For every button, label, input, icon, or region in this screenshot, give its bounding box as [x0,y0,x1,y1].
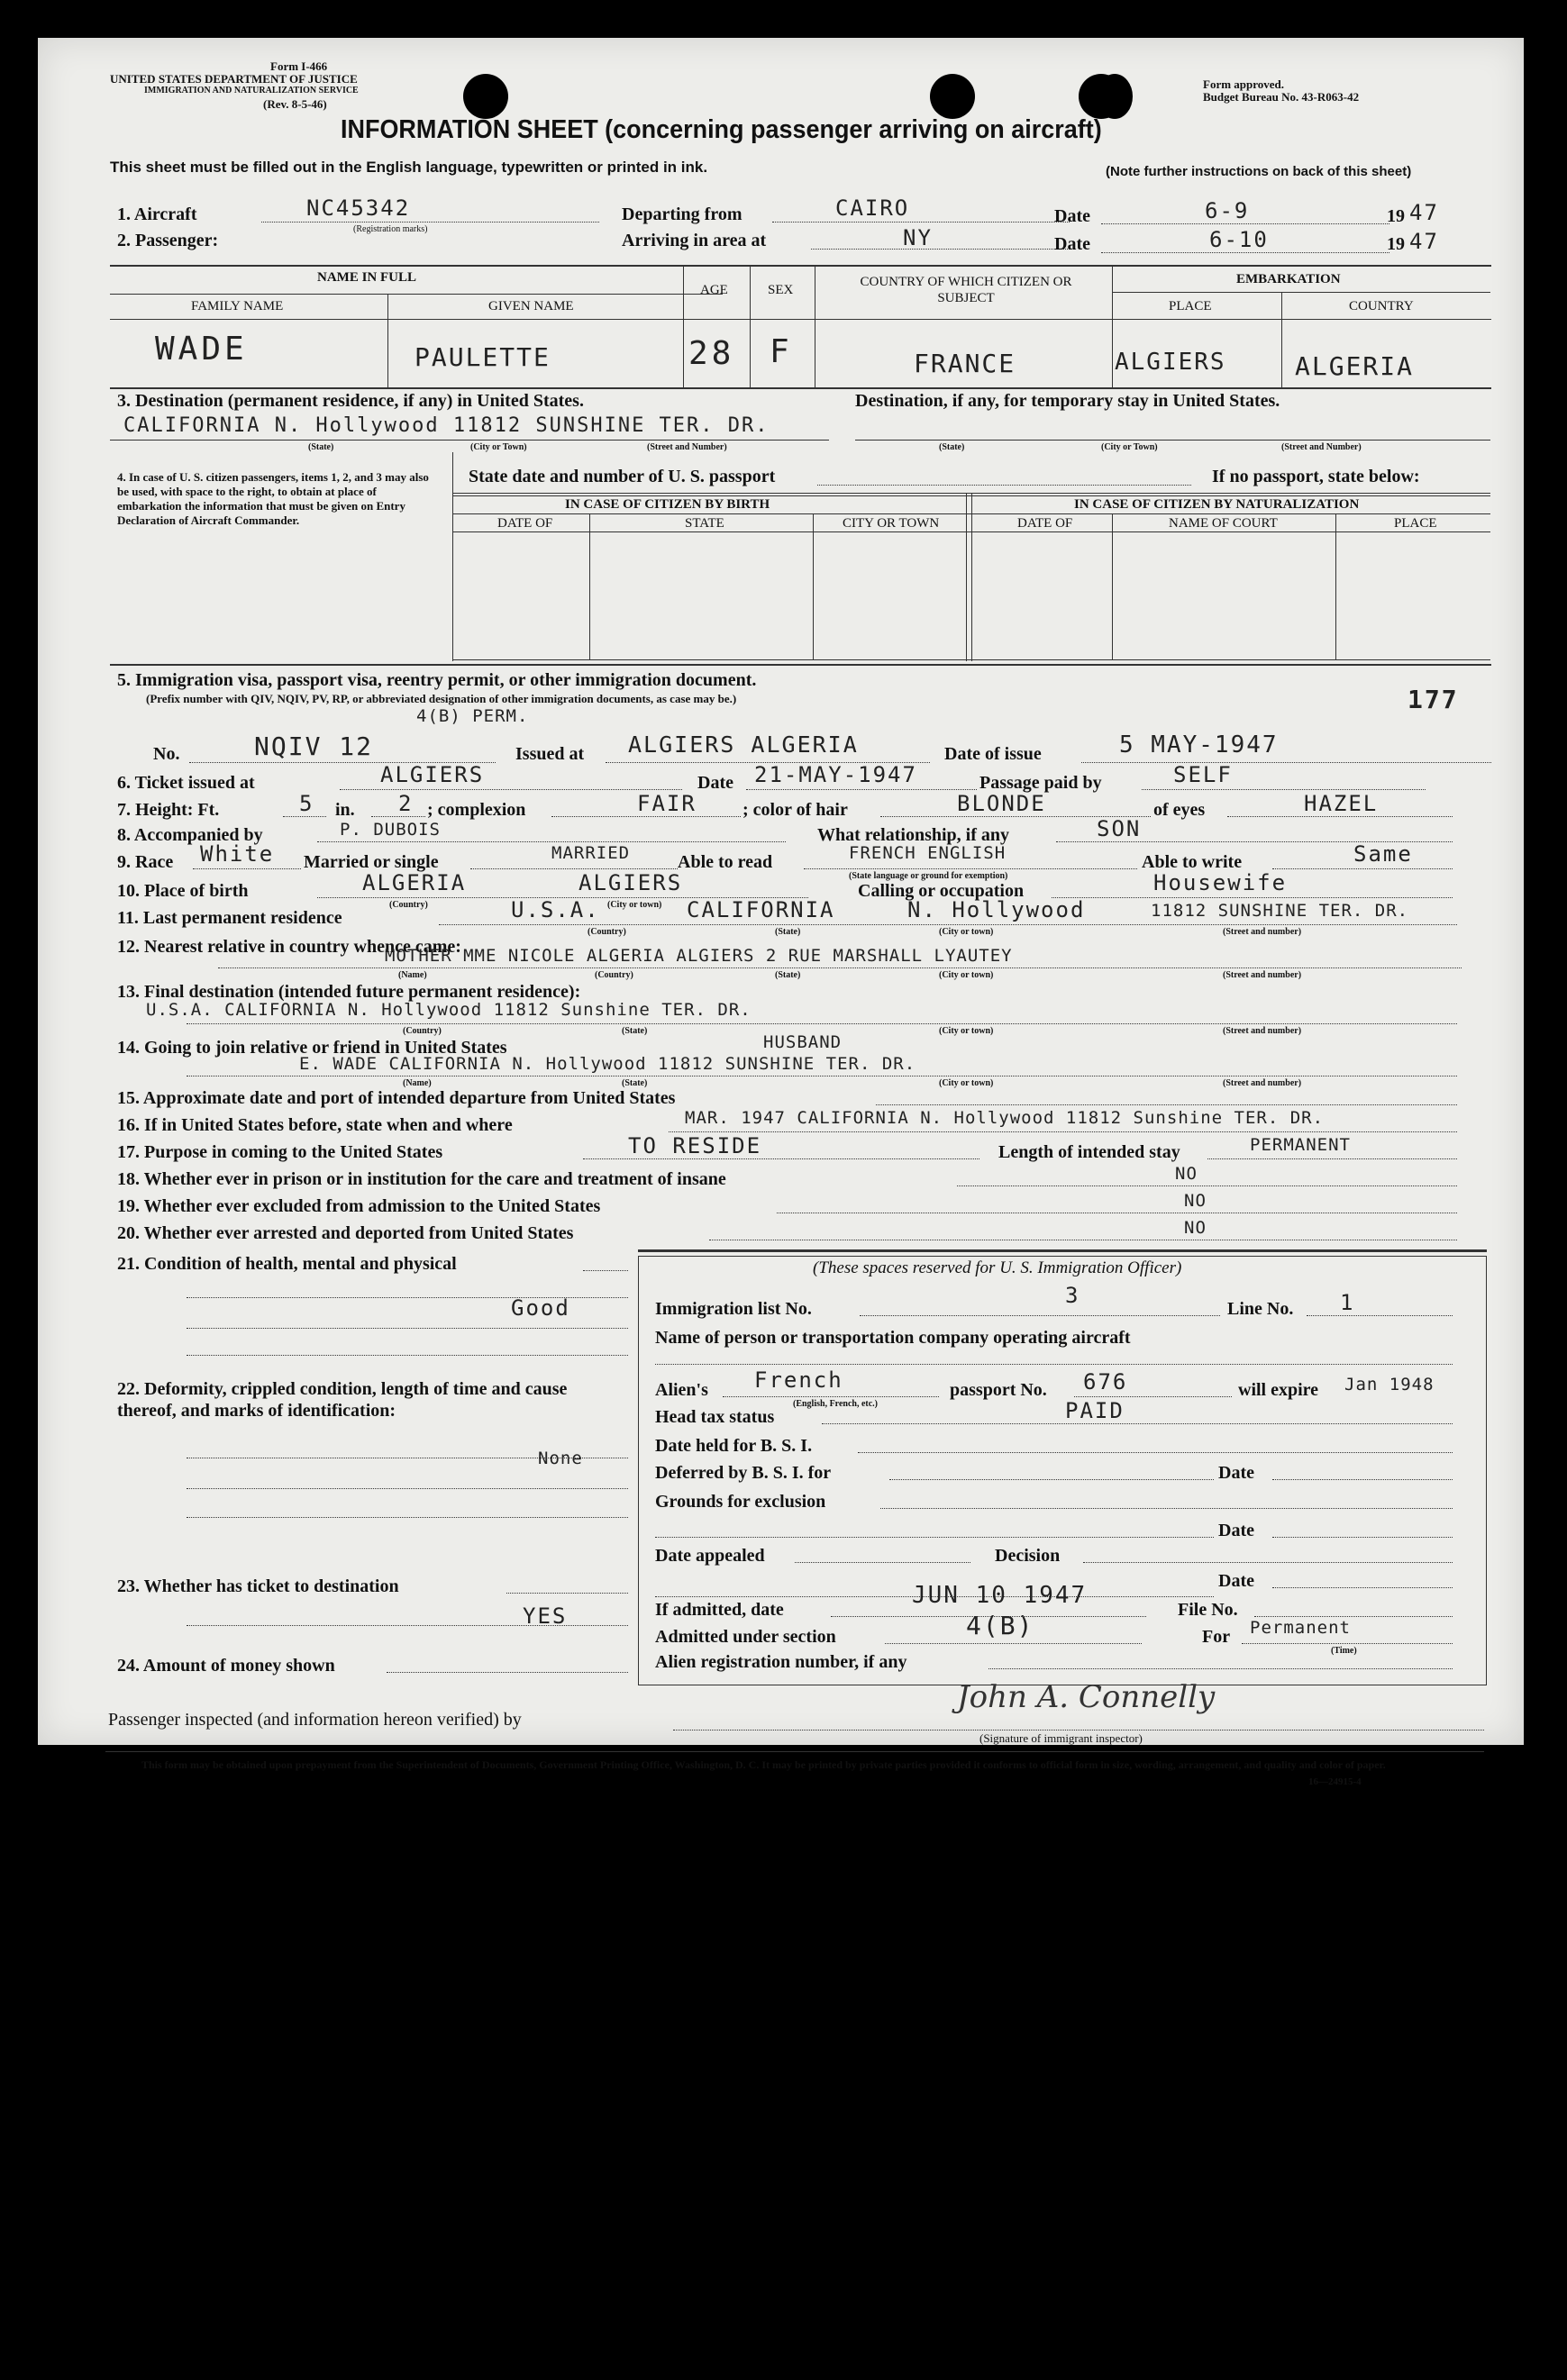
date2-label: Date [1054,234,1090,254]
destination-label: 3. Destination (permanent residence, if any) in United States. [117,391,584,411]
dest-street-sub: (Street and Number) [647,442,727,452]
by-birth-header: IN CASE OF CITIZEN BY BIRTH [565,497,770,512]
form-number: Form I-466 [270,59,328,73]
signature-sub: (Signature of immigrant inspector) [979,1731,1143,1745]
temp-street-sub: (Street and Number) [1281,442,1362,452]
previous-visit-value: MAR. 1947 CALIFORNIA N. Hollywood 11812 Sunshine TER. DR. [685,1108,1325,1128]
residence-state-sub: (State) [775,927,801,937]
ticket-issued-value: ALGIERS [380,762,485,787]
married-label: Married or single [304,852,439,872]
given-name-value: PAULETTE [415,342,551,372]
destination-value: CALIFORNIA N. Hollywood 11812 SUNSHINE TER. DR. [123,414,770,437]
height-in-value: 2 [398,791,414,816]
arriving-label: Arriving in area at [622,231,767,250]
join-relative-value: E. WADE CALIFORNIA N. Hollywood 11812 SUNSHINE TER. DR. [299,1054,916,1074]
relative-name-sub: (Name) [398,970,427,980]
temp-city-sub: (City or Town) [1101,442,1158,452]
alien-passport-label: passport No. [950,1380,1047,1400]
residence-country-sub: (Country) [588,927,626,937]
aircraft-label: 1. Aircraft [117,204,197,224]
departing-label: Departing from [622,204,743,224]
issued-at-label: Issued at [515,744,585,764]
accompanied-value: P. DUBOIS [340,820,441,840]
join-relative-label: 14. Going to join relative or friend in United States [117,1038,507,1058]
will-expire-label: will expire [1238,1380,1319,1400]
able-to-write-label: Able to write [1142,852,1243,872]
grounds-label: Grounds for exclusion [655,1492,826,1512]
join-street-sub: (Street and number) [1223,1078,1302,1088]
aliens-label: Alien's [655,1380,708,1400]
corner-mark: 177 [1408,685,1459,714]
join-city-sub: (City or town) [939,1078,994,1088]
immigration-list-value: 3 [1065,1283,1080,1308]
final-street-sub: (Street and number) [1223,1026,1302,1036]
embarkation-header: EMBARKATION [1236,272,1341,286]
ticket-destination-label: 23. Whether has ticket to destination [117,1576,399,1596]
final-city-sub: (City or town) [939,1026,994,1036]
birth-country-sub: (Country) [389,900,428,910]
age-header: AGE [700,283,728,297]
join-relative-rel: HUSBAND [763,1032,843,1052]
purpose-value: TO RESIDE [628,1133,762,1158]
decision-label: Decision [995,1546,1061,1566]
birth-date-header: DATE OF [497,516,553,531]
dest-state-sub: (State) [308,442,334,452]
birth-city-header: CITY OR TOWN [843,516,940,531]
deported-value: NO [1184,1218,1207,1238]
health-value: Good [511,1295,570,1321]
alien-registration-label: Alien registration number, if any [655,1652,907,1672]
grounds-date-label: Date [1218,1521,1254,1540]
revision: (Rev. 8-5-46) [263,97,327,111]
immigration-list-label: Immigration list No. [655,1299,812,1319]
residence-city-sub: (City or town) [939,927,994,937]
prison-label: 18. Whether ever in prison or in institution for the care and treatment of insane [117,1169,726,1189]
admitted-stamp: JUN 10 1947 [912,1582,1088,1609]
health-label: 21. Condition of health, mental and physical [117,1254,457,1274]
prison-value: NO [1175,1164,1198,1184]
passage-paid-label: Passage paid by [979,773,1102,793]
final-destination-label: 13. Final destination (intended future permanent residence): [117,982,581,1002]
read-sub: (State language or ground for exemption) [849,871,1008,881]
complexion-label: ; complexion [427,800,526,820]
deferred-label: Deferred by B. S. I. for [655,1463,832,1483]
relative-city-sub: (City or town) [939,970,994,980]
stay-length-label: Length of intended stay [998,1142,1180,1162]
budget-bureau: Budget Bureau No. 43-R063-42 [1203,90,1360,104]
ticket-date-value: 21-MAY-1947 [754,762,917,787]
file-no-label: File No. [1178,1600,1238,1620]
citizen-header: COUNTRY OF WHICH CITIZEN OR SUBJECT [860,275,1072,305]
birth-place-label: 10. Place of birth [117,881,249,901]
nearest-relative-value: MOTHER MME NICOLE ALGERIA ALGIERS 2 RUE MARSHALL LYAUTEY [385,946,1013,966]
department: UNITED STATES DEPARTMENT OF JUSTICE [110,72,358,86]
deported-label: 20. Whether ever arrested and deported from United States [117,1223,574,1243]
year2-value: 47 [1409,229,1439,254]
temp-state-sub: (State) [939,442,965,452]
date-of-issue-label: Date of issue [944,744,1042,764]
passage-paid-value: SELF [1173,762,1233,787]
given-name-header: GIVEN NAME [488,299,574,313]
place-header: PLACE [1169,299,1212,313]
visa-no-label: No. [153,744,180,764]
family-name-value: WADE [155,331,248,368]
print-code: 16—24915-4 [1308,1776,1362,1787]
admitted-date-label: If admitted, date [655,1600,784,1620]
departure-label: 15. Approximate date and port of intended departure from United States [117,1088,676,1108]
accompanied-label: 8. Accompanied by [117,825,263,845]
visa-annotation: 4(B) PERM. [416,706,529,726]
last-residence-country: U.S.A. [511,897,600,922]
last-residence-state: CALIFORNIA [687,897,835,922]
year2-prefix: 19 [1387,234,1405,254]
aliens-sub: (English, French, etc.) [793,1399,878,1409]
citizen-instructions: 4. In case of U. S. citizen passengers, items 1, 2, and 3 may also be used, with space to the right, to obtain at place of embarkation the information that must be given on Entry Declaration of Aircraft Commander. [117,470,429,527]
fine-print: This form may be obtained upon prepayment from the Superintendent of Documents, Government Printing Office, Washington, D. C. It may be printed by private parties provided it conforms to official form in size, wording, arrangement, and quality and color of paper. [141,1758,1386,1771]
embark-country-value: ALGERIA [1295,351,1415,381]
race-value: White [200,841,275,867]
last-residence-label: 11. Last permanent residence [117,908,342,928]
join-state-sub: (State) [622,1078,648,1088]
issued-at-value: ALGIERS ALGERIA [628,731,859,758]
deferred-date-label: Date [1218,1463,1254,1483]
time-sub: (Time) [1331,1646,1357,1656]
immigration-doc-label: 5. Immigration visa, passport visa, reentry permit, or other immigration document. [117,670,757,690]
date2-value: 6-10 [1209,227,1269,252]
complexion-value: FAIR [637,791,697,816]
race-label: 9. Race [117,852,174,872]
no-passport-label: If no passport, state below: [1212,467,1420,486]
held-bsi-label: Date held for B. S. I. [655,1436,813,1456]
age-value: 28 [688,335,735,372]
line-no-value: 1 [1340,1290,1355,1315]
purpose-label: 17. Purpose in coming to the United States [117,1142,443,1162]
alien-passport-value: 676 [1083,1369,1128,1394]
birth-country-value: ALGERIA [362,870,467,895]
registration-marks: (Registration marks) [353,224,428,234]
officer-box-title: (These spaces reserved for U. S. Immigration Officer) [813,1258,1182,1277]
name-in-full-header: NAME IN FULL [317,270,417,285]
instruction: This sheet must be filled out in the English language, typewritten or printed in ink. [110,159,708,176]
admitted-section-label: Admitted under section [655,1627,836,1647]
punch-hole [463,74,508,119]
last-residence-city: N. Hollywood [907,897,1086,922]
last-residence-street: 11812 SUNSHINE TER. DR. [1151,901,1409,921]
immigration-doc-sub: (Prefix number with QIV, NQIV, PV, RP, or abbreviated designation of other immigration documents, as case may be.) [146,692,737,705]
nat-date-header: DATE OF [1017,516,1073,531]
final-state-sub: (State) [622,1026,648,1036]
page-title: INFORMATION SHEET (concerning passenger arriving on aircraft) [341,115,1102,144]
temp-destination-label: Destination, if any, for temporary stay in United States. [855,391,1280,411]
previous-visit-label: 16. If in United States before, state when and where [117,1115,513,1135]
information-sheet [38,38,1524,1787]
country-header: COUNTRY [1349,299,1414,313]
decision-date-label: Date [1218,1571,1254,1591]
birth-city-value: ALGIERS [579,870,683,895]
embark-place-value: ALGIERS [1115,349,1226,376]
join-name-sub: (Name) [403,1078,432,1088]
line-no-label: Line No. [1227,1299,1294,1319]
for-value: Permanent [1250,1618,1351,1638]
date-appealed-label: Date appealed [655,1546,765,1566]
date1-value: 6-9 [1205,198,1250,223]
will-expire-value: Jan 1948 [1344,1375,1435,1394]
admitted-section-value: 4(B) [966,1611,1034,1640]
married-value: MARRIED [551,843,631,863]
hair-label: ; color of hair [743,800,848,820]
height-label: 7. Height: Ft. [117,800,220,820]
ticket-issued-label: 6. Ticket issued at [117,773,255,793]
inspected-by-label: Passenger inspected (and information hereon verified) by [108,1710,522,1730]
aircraft-value: NC45342 [306,195,411,221]
punch-hole [1097,74,1133,119]
head-tax-label: Head tax status [655,1407,775,1427]
by-naturalization-header: IN CASE OF CITIZEN BY NATURALIZATION [1074,497,1360,512]
relative-state-sub: (State) [775,970,801,980]
sex-header: SEX [768,283,794,297]
able-to-read-value: FRENCH ENGLISH [849,843,1007,863]
stay-length-value: PERMANENT [1250,1135,1351,1155]
relationship-label: What relationship, if any [817,825,1009,845]
nat-place-header: PLACE [1394,516,1437,531]
citizen-value: FRANCE [914,349,1016,378]
us-passport-label: State date and number of U. S. passport [469,467,776,486]
height-ft-value: 5 [299,791,314,816]
birth-state-header: STATE [685,516,724,531]
able-to-read-label: Able to read [678,852,773,872]
family-name-header: FAMILY NAME [191,299,284,313]
relationship-value: SON [1097,816,1142,841]
year1-value: 47 [1409,200,1439,225]
date-of-issue-value: 5 MAY-1947 [1119,731,1279,759]
service: IMMIGRATION AND NATURALIZATION SERVICE [144,86,359,95]
height-in-label: in. [335,800,355,820]
operator-label: Name of person or transportation company operating aircraft [655,1328,1131,1348]
date1-label: Date [1054,206,1090,226]
departing-value: CAIRO [835,195,910,221]
calling-value: Housewife [1153,870,1288,895]
year1-prefix: 19 [1387,206,1405,226]
able-to-write-value: Same [1353,841,1413,867]
aliens-value: French [754,1367,843,1393]
money-label: 24. Amount of money shown [117,1656,335,1676]
nearest-relative-label: 12. Nearest relative in country whence came: [117,937,461,957]
final-country-sub: (Country) [403,1026,442,1036]
passenger-label: 2. Passenger: [117,231,219,250]
head-tax-value: PAID [1065,1398,1125,1423]
eyes-label: of eyes [1153,800,1206,820]
sex-value: F [770,333,793,370]
relative-street-sub: (Street and number) [1223,970,1302,980]
nat-court-header: NAME OF COURT [1169,516,1278,531]
for-label: For [1202,1627,1231,1647]
note: (Note further instructions on back of this sheet) [1106,164,1412,179]
excluded-value: NO [1184,1191,1207,1211]
birth-city-sub: (City or town) [607,900,662,910]
punch-hole [930,74,975,119]
calling-label: Calling or occupation [858,881,1025,901]
ticket-destination-value: YES [523,1603,568,1629]
excluded-label: 19. Whether ever excluded from admission to the United States [117,1196,601,1216]
dest-city-sub: (City or Town) [470,442,527,452]
final-destination-value: U.S.A. CALIFORNIA N. Hollywood 11812 Sunshine TER. DR. [146,1000,752,1020]
relative-country-sub: (Country) [595,970,633,980]
form-approved: Form approved. [1203,77,1285,91]
deformity-value: None [538,1449,583,1468]
ticket-date-label: Date [697,773,733,793]
eyes-value: HAZEL [1304,791,1379,816]
residence-street-sub: (Street and number) [1223,927,1302,937]
deformity-label: 22. Deformity, crippled condition, length of time and cause thereof, and marks of identification: [117,1379,568,1421]
visa-no-value: NQIV 12 [254,731,374,761]
hair-value: BLONDE [957,791,1046,816]
arriving-value: NY [903,225,933,250]
inspector-signature: John A. Connelly [957,1679,1216,1715]
